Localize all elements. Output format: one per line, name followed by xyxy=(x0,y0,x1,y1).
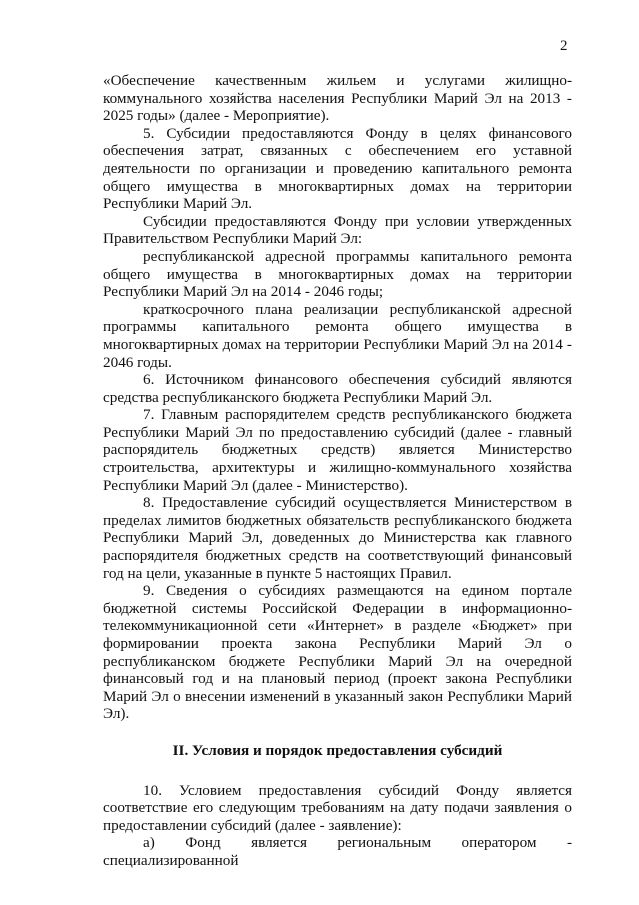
paragraph-item-10: 10. Условием предоставления субсидий Фонду является соответствие его следующим требованиям на дату подачи заявления о предоставлении субсидий (далее - заявление): xyxy=(103,781,572,834)
document-body xyxy=(103,72,572,870)
paragraph-measure-title: «Обеспечение качественным жильем и услугами жилищно-коммунального хозяйства населения Республики Марий Эл на 2013 - 2025 годы» (далее - Мероприятие). xyxy=(103,72,572,125)
page-number: 2 xyxy=(560,38,568,54)
paragraph-item-10a: а) Фонд является региональным оператором - специализированной xyxy=(103,834,572,869)
paragraph-item-5: 5. Субсидии предоставляются Фонду в целях финансового обеспечения затрат, связанных с обеспечением его уставной деятельности по организации и проведению капитального ремонта общего имущества в многоквартирных домах на территории Республики Марий Эл. xyxy=(103,124,572,213)
paragraph-short-plan: краткосрочного плана реализации республиканской адресной программы капитального ремонта общего имущества в многоквартирных домах на территории Республики Марий Эл на 2014 - 2046 годы. xyxy=(103,300,572,371)
paragraph-item-8: 8. Предоставление субсидий осуществляется Министерством в пределах лимитов бюджетных обязательств республиканского бюджета Республики Марий Эл, доведенных до Министерства как главного распорядителя бюджетных средств на соответствующий финансовый год на цели, указанные в пункте 5 настоящих Правил. xyxy=(103,494,572,582)
paragraph-item-6: 6. Источником финансового обеспечения субсидий являются средства республиканского бюджета Республики Марий Эл. xyxy=(103,371,572,406)
paragraph-item-9: 9. Сведения о субсидиях размещаются на едином портале бюджетной системы Российской Федерации в информационно-телекоммуникационной сети «Интернет» в разделе «Бюджет» при формировании проекта закона Республики Марий Эл о республиканском бюджете Республики Марий Эл на очередной финансовый год и на плановый период (проект закона Республики Марий Эл о внесении изменений в указанный закон Республики Марий Эл). xyxy=(103,582,572,723)
paragraph-conditions: Субсидии предоставляются Фонду при условии утвержденных Правительством Республики Марий Эл: xyxy=(103,212,572,248)
paragraph-item-7: 7. Главным распорядителем средств республиканского бюджета Республики Марий Эл по предоставлению субсидий (далее - главный распорядитель бюджетных средств) является Министерство строительства, архитектуры и жилищно-коммунального хозяйства Республики Марий Эл (далее - Министерство). xyxy=(103,406,572,494)
section-heading: II. Условия и порядок предоставления субсидий xyxy=(172,741,503,759)
paragraph-program: республиканской адресной программы капитального ремонта общего имущества в многоквартирных домах на территории Республики Марий Эл на 2014 - 2046 годы; xyxy=(103,247,572,301)
